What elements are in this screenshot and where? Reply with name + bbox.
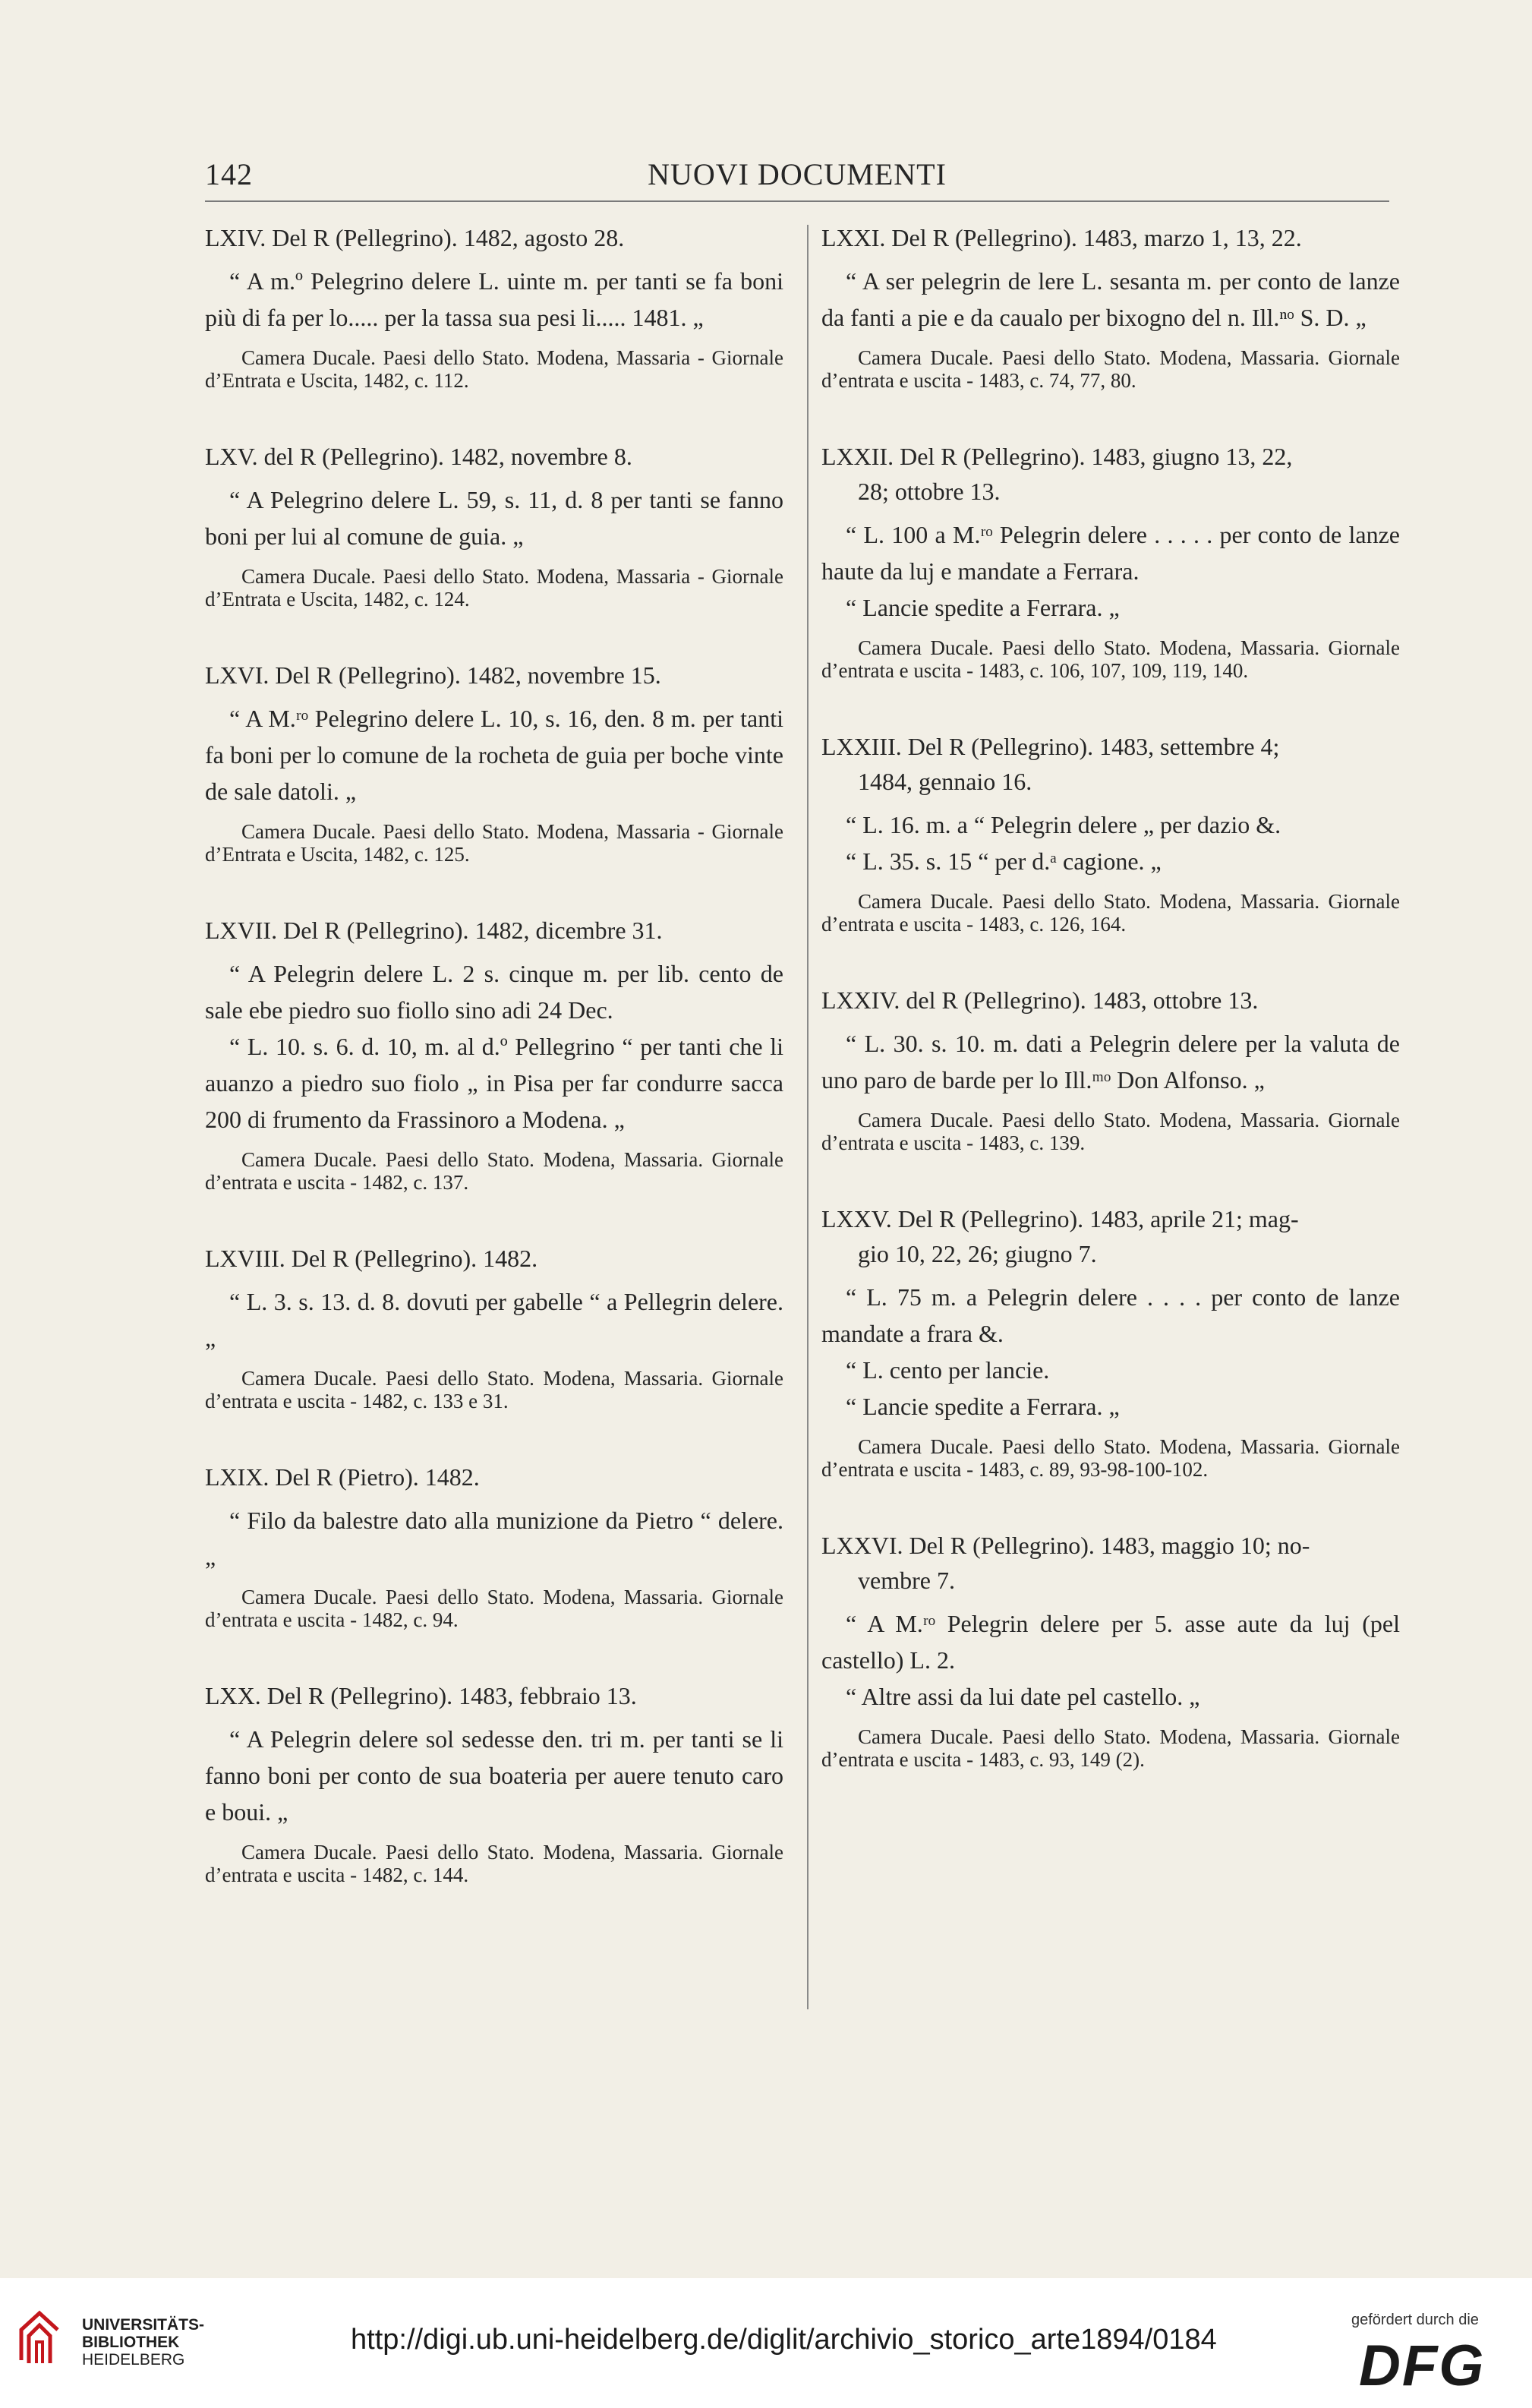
entry-quote: “ A M.ʳᵒ Pelegrin delere per 5. asse aute da luj (pel castello) L. 2. xyxy=(821,1610,1400,1674)
funding-note: gefördert durch die xyxy=(1351,2312,1479,2328)
entry-heading: LXVI. Del R (Pellegrino). 1482, novembre 15. xyxy=(205,661,661,689)
entry-citation: Camera Ducale. Paesi dello Stato. Modena, Massaria. Giornale d’entrata e uscita - 1483, c. 139. xyxy=(821,1109,1400,1154)
entry-citation: Camera Ducale. Paesi dello Stato. Modena, Massaria - Giornale d’Entrata e Uscita, 1482, c. 112. xyxy=(205,346,783,392)
header-rule xyxy=(205,200,1389,202)
page-title: NUOVI DOCUMENTI xyxy=(648,157,947,191)
entry-quote: “ A Pelegrin delere L. 2 s. cinque m. per lib. cento de sale ebe piedro suo fiollo sino adi 24 Dec. xyxy=(205,960,783,1024)
document-entry xyxy=(205,658,783,866)
document-entry xyxy=(821,220,1400,392)
entry-citation: Camera Ducale. Paesi dello Stato. Modena, Massaria - Giornale d’Entrata e Uscita, 1482, c. 124. xyxy=(205,565,783,611)
entry-citation: Camera Ducale. Paesi dello Stato. Modena, Massaria. Giornale d’entrata e uscita - 1482, c. 144. xyxy=(205,1841,783,1886)
entry-heading: LXV. del R (Pellegrino). 1482, novembre 8. xyxy=(205,443,632,470)
entry-quote: “ A m.º Pelegrino delere L. uinte m. per tanti se fa boni più di fa per lo..... per la tassa sua pesi li..... 1481. „ xyxy=(205,267,783,331)
entry-heading: LXVII. Del R (Pellegrino). 1482, dicembre 31. xyxy=(205,917,663,944)
entry-citation: Camera Ducale. Paesi dello Stato. Modena, Massaria. Giornale d’entrata e uscita - 1482, c. 137. xyxy=(205,1148,783,1194)
entry-citation: Camera Ducale. Paesi dello Stato. Modena, Massaria. Giornale d’entrata e uscita - 1482, c. 133 e 31. xyxy=(205,1367,783,1412)
entry-quote: “ Lancie spedite a Ferrara. „ xyxy=(846,594,1120,621)
column-divider xyxy=(807,225,809,2009)
entry-quote: “ Filo da balestre dato alla munizione da Pietro “ delere. „ xyxy=(205,1507,783,1570)
running-header xyxy=(205,149,1389,194)
document-entry xyxy=(205,439,783,611)
entry-heading: LXXIV. del R (Pellegrino). 1483, ottobre 13. xyxy=(821,986,1259,1014)
entry-citation: Camera Ducale. Paesi dello Stato. Modena, Massaria. Giornale d’entrata e uscita - 1483, c. 89, 93-98-100-102. xyxy=(821,1435,1400,1481)
entry-quote: “ L. 3. s. 13. d. 8. dovuti per gabelle “ a Pellegrin delere.„ xyxy=(205,1288,783,1352)
document-entry xyxy=(205,1241,783,1412)
entry-heading: LXXVI. Del R (Pellegrino). 1483, maggio 10; no- vembre 7. xyxy=(821,1532,1310,1594)
entry-quote: “ A Pelegrin delere sol sedesse den. tri m. per tanti se li fanno boni per conto de sua boateria per auere tenuto caro e boui. „ xyxy=(205,1725,783,1826)
dfg-logo: DFG xyxy=(1359,2334,1486,2398)
document-entry xyxy=(205,1678,783,1886)
permalink-url[interactable]: http://digi.ub.uni-heidelberg.de/diglit/archivio_storico_arte1894/0184 xyxy=(351,2324,1217,2356)
entry-heading: LXXI. Del R (Pellegrino). 1483, marzo 1, 13, 22. xyxy=(821,224,1302,251)
document-entry xyxy=(205,1460,783,1631)
entry-quote: “ L. 75 m. a Pelegrin delere . . . . per conto de lanze mandate a frara &. xyxy=(821,1283,1400,1347)
entry-citation: Camera Ducale. Paesi dello Stato. Modena, Massaria - Giornale d’Entrata e Uscita, 1482, c. 125. xyxy=(205,820,783,866)
entry-quote: “ L. 10. s. 6. d. 10, m. al d.º Pellegrino “ per tanti che li auanzo a piedro suo fiolo „ in Pisa per far condurre sacca 200 di frumento da Frassinoro a Modena. „ xyxy=(205,1033,783,1133)
entry-citation: Camera Ducale. Paesi dello Stato. Modena, Massaria. Giornale d’entrata e uscita - 1483, c. 74, 77, 80. xyxy=(821,346,1400,392)
entry-heading: LXVIII. Del R (Pellegrino). 1482. xyxy=(205,1245,538,1272)
entry-citation: Camera Ducale. Paesi dello Stato. Modena, Massaria. Giornale d’entrata e uscita - 1483, c. 126, 164. xyxy=(821,890,1400,936)
document-entry xyxy=(821,1528,1400,1771)
entry-heading: LXIX. Del R (Pietro). 1482. xyxy=(205,1463,480,1491)
entry-quote: “ L. cento per lancie. xyxy=(846,1356,1050,1384)
university-library-logo-icon xyxy=(17,2307,62,2368)
entry-quote: “ L. 100 a M.ʳᵒ Pelegrin delere . . . . . per conto de lanze haute da luj e mandate a Ferrara. xyxy=(821,521,1400,585)
document-entry xyxy=(821,983,1400,1154)
document-entry xyxy=(821,729,1400,936)
entry-citation: Camera Ducale. Paesi dello Stato. Modena, Massaria. Giornale d’entrata e uscita - 1483, c. 106, 107, 109, 119, 140. xyxy=(821,636,1400,682)
page-number: 142 xyxy=(205,157,253,191)
right-column xyxy=(821,220,1400,1771)
entry-quote: “ A Pelegrino delere L. 59, s. 11, d. 8 per tanti se fanno boni per lui al comune de guia. „ xyxy=(205,486,783,550)
entry-quote: “ L. 16. m. a “ Pelegrin delere „ per dazio &. xyxy=(846,811,1281,838)
entry-heading: LXIV. Del R (Pellegrino). 1482, agosto 28. xyxy=(205,224,625,251)
document-entry xyxy=(821,439,1400,682)
entry-quote: “ Altre assi da lui date pel castello. „ xyxy=(846,1683,1200,1710)
document-entry xyxy=(205,220,783,392)
entry-heading: LXX. Del R (Pellegrino). 1483, febbraio 13. xyxy=(205,1682,637,1709)
entry-quote: “ A ser pelegrin de lere L. sesanta m. per conto de lanze da fanti a pie e da caualo per bixogno del n. Ill.ⁿᵒ S. D. „ xyxy=(821,267,1400,331)
entry-citation: Camera Ducale. Paesi dello Stato. Modena, Massaria. Giornale d’entrata e uscita - 1482, c. 94. xyxy=(205,1586,783,1631)
entry-heading: LXXII. Del R (Pellegrino). 1483, giugno 13, 22, 28; ottobre 13. xyxy=(821,443,1293,505)
left-column xyxy=(205,220,783,1886)
document-entry xyxy=(205,913,783,1194)
entry-quote: “ A M.ʳᵒ Pelegrino delere L. 10, s. 16, den. 8 m. per tanti fa boni per lo comune de la rocheta de guia per boche vinte de sale datoli. „ xyxy=(205,705,783,805)
entry-quote: “ L. 30. s. 10. m. dati a Pelegrin delere per la valuta de uno paro de barde per lo Ill.ᵐᵒ Don Alfonso. „ xyxy=(821,1030,1400,1094)
entry-quote: “ Lancie spedite a Ferrara. „ xyxy=(846,1393,1120,1420)
entry-heading: LXXIII. Del R (Pellegrino). 1483, settembre 4; 1484, gennaio 16. xyxy=(821,733,1280,795)
viewer-footer xyxy=(0,2278,1532,2408)
entry-quote: “ L. 35. s. 15 “ per d.ᵃ cagione. „ xyxy=(846,847,1162,875)
document-entry xyxy=(821,1201,1400,1481)
entry-citation: Camera Ducale. Paesi dello Stato. Modena, Massaria. Giornale d’entrata e uscita - 1483, c. 93, 149 (2). xyxy=(821,1725,1400,1771)
library-name: UNIVERSITÄTS- BIBLIOTHEK HEIDELBERG xyxy=(82,2316,205,2369)
entry-heading: LXXV. Del R (Pellegrino). 1483, aprile 21; mag- gio 10, 22, 26; giugno 7. xyxy=(821,1205,1299,1267)
